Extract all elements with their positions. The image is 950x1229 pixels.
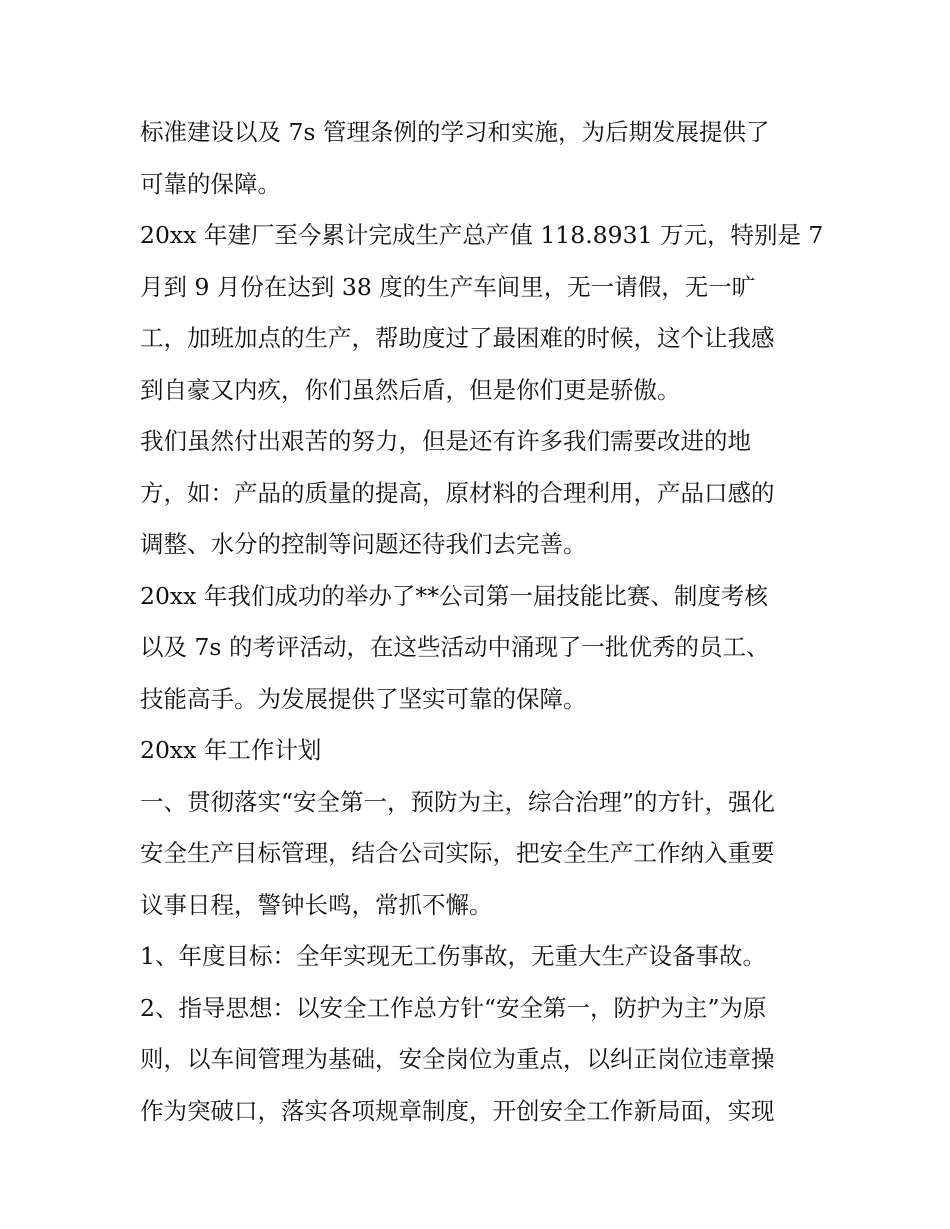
text-line: 1、年度目标：全年实现无工伤事故，无重大生产设备事故。	[140, 942, 766, 970]
text-line: 月到 9 月份在达到 38 度的生产车间里，无一请假，无一旷	[140, 272, 756, 301]
text-line: 可靠的保障。	[140, 169, 281, 198]
text-line: 调整、水分的控制等问题还待我们去完善。	[140, 530, 587, 558]
document-body	[140, 107, 824, 1137]
paragraph-safety-policy	[140, 777, 820, 932]
paragraph-improvements	[140, 416, 820, 571]
paragraph-annual-goal	[140, 931, 820, 983]
text-line: 一、贯彻落实“安全第一，预防为主，综合治理”的方针，强化	[140, 787, 776, 816]
text-line: 安全生产目标管理，结合公司实际，把安全生产工作纳入重要	[140, 839, 775, 867]
text-line: 标准建设以及 7s 管理条例的学习和实施，为后期发展提供了	[140, 118, 770, 146]
text-line: 以及 7s 的考评活动，在这些活动中涌现了一批优秀的员工、	[140, 633, 770, 661]
text-line: 到自豪又内疚，你们虽然后盾，但是你们更是骄傲。	[140, 375, 681, 404]
text-line: 方，如：产品的质量的提高，原材料的合理利用，产品口感的	[140, 478, 775, 507]
section-heading-work-plan	[140, 725, 820, 777]
text-line: 20xx 年我们成功的举办了**公司第一届技能比赛、制度考核	[140, 581, 768, 610]
text-line: 作为突破口，落实各项规章制度，开创安全工作新局面，实现	[140, 1096, 775, 1125]
text-line: 则，以车间管理为基础，安全岗位为重点，以纠正岗位违章操	[140, 1045, 775, 1073]
text-line: 20xx 年建厂至今累计完成生产总产值 118.8931 万元，特别是 7	[140, 221, 824, 249]
paragraph-standards-continuation	[140, 107, 820, 210]
text-line: 我们虽然付出艰苦的努力，但是还有许多我们需要改进的地	[140, 427, 751, 455]
paragraph-production-value	[140, 210, 824, 416]
heading-text: 20xx 年工作计划	[140, 736, 322, 764]
text-line: 工，加班加点的生产，帮助度过了最困难的时候，这个让我感	[140, 324, 775, 352]
paragraph-competition	[140, 571, 820, 726]
text-line: 议事日程，警钟长鸣，常抓不懈。	[140, 890, 493, 919]
paragraph-guiding-idea	[140, 983, 820, 1138]
text-line: 技能高手。为发展提供了坚实可靠的保障。	[140, 684, 587, 713]
text-line: 2、指导思想：以安全工作总方针“安全第一，防护为主”为原	[140, 993, 767, 1022]
